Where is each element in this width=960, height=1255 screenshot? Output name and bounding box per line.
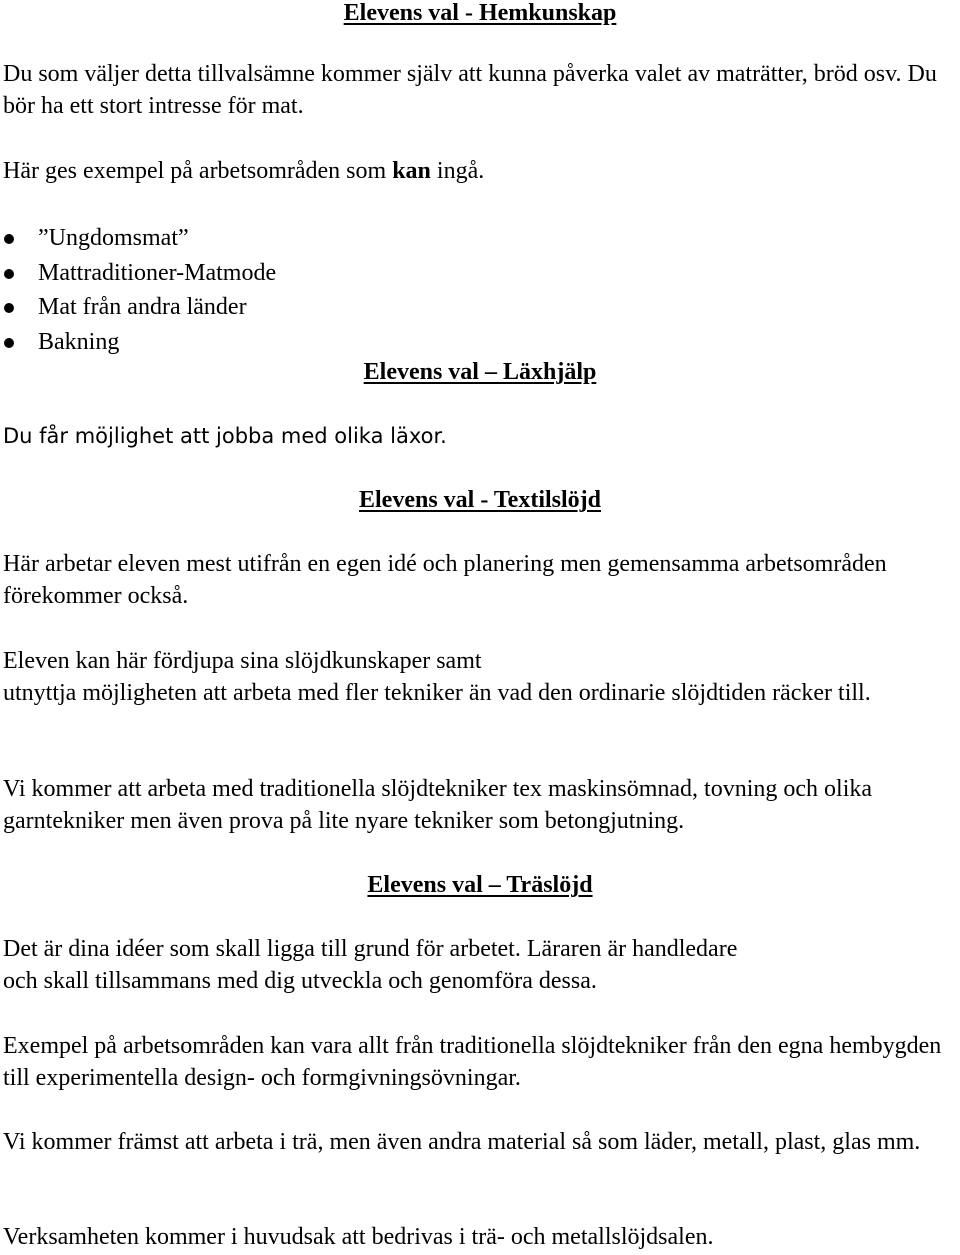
examples-text-before: Här ges exempel på arbetsområden som [3,158,393,184]
list-item-label: Mattraditioner-Matmode [38,259,277,286]
hemkunskap-intro: Du som väljer detta tillvalsämne kommer själv att kunna påverka valet av maträtter, bröd osv. Du bör ha ett stort intresse för mat. [3,61,937,119]
list-item-label: Bakning [38,328,120,355]
heading-textilslojd: Elevens val - Textilslöjd [358,487,602,513]
list-item-label: Mat från andra länder [38,294,247,320]
textilslojd-p3: Vi kommer att arbeta med traditionella slöjdtekniker tex maskinsömnad, tovning och olika garntekniker men även prova på lite nyare tekniker som betongjutning. [3,776,873,834]
traslojd-p1-line2: och skall tillsammans med dig utveckla och genomföra dessa. [3,968,597,994]
textilslojd-p1: Här arbetar eleven mest utifrån en egen idé och planering men gemensamma arbetsområden förekommer också. [3,551,887,609]
traslojd-p2: Exempel på arbetsområden kan vara allt från traditionella slöjdtekniker från den egna hembygden till experimentella design- och formgivningsövningar. [3,1033,942,1091]
bullet-icon [4,303,14,313]
hemkunskap-list [0,221,276,359]
traslojd-p1-line1: Det är dina idéer som skall ligga till grund för arbetet. Läraren är handledare [3,936,738,962]
laxhjalp-text: Du får möjlighet att jobba med olika läxor. [3,424,447,448]
traslojd-p4: Verksamheten kommer i huvudsak att bedrivas i trä- och metallslöjdsalen. [3,1224,714,1250]
heading-laxhjalp: Elevens val – Läxhjälp [363,359,597,385]
textilslojd-p2-line1: Eleven kan här fördjupa sina slöjdkunskaper samt [3,648,482,674]
bullet-icon [4,269,14,279]
examples-text-after: ingå. [430,158,485,184]
textilslojd-p2 [3,645,958,709]
traslojd-p1 [3,933,958,997]
heading-traslojd: Elevens val – Träslöjd [367,872,593,898]
list-item [0,290,276,325]
traslojd-p3: Vi kommer främst att arbeta i trä, men även andra material så som läder, metall, plast, glas mm. [3,1129,921,1155]
textilslojd-p2-line2: utnyttja möjligheten att arbeta med fler tekniker än vad den ordinarie slöjdtiden räcker till. [3,680,871,706]
bullet-icon [4,234,14,244]
hemkunskap-examples [3,155,958,187]
heading-hemkunskap: Elevens val - Hemkunskap [343,0,617,26]
examples-text-bold: kan [392,158,431,184]
bullet-icon [4,338,14,348]
list-item [0,325,276,360]
list-item [0,221,276,256]
list-item-label: ”Ungdomsmat” [38,225,189,251]
list-item [0,256,276,291]
